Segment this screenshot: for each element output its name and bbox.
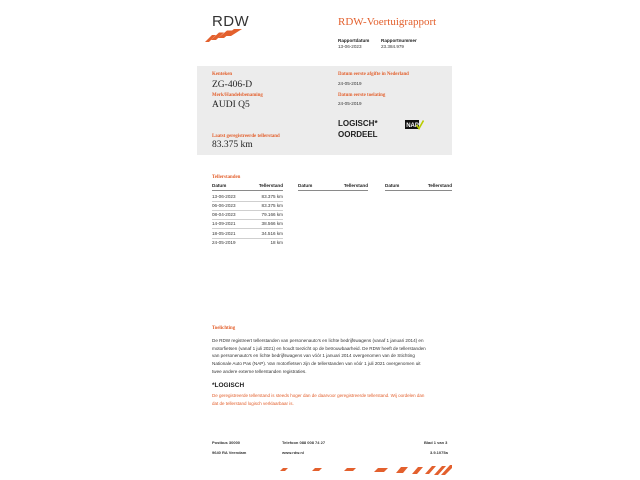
plate-value: ZG-406-D — [212, 79, 253, 90]
reading-date: 18-05-2021 — [212, 230, 236, 236]
reading-date: 24-05-2019 — [212, 239, 236, 245]
rdw-logo-icon — [204, 29, 244, 43]
column-header-odometer: Tellerstand — [258, 182, 283, 188]
footer-postbus: Postbus 30000 — [212, 440, 241, 445]
logisch-line: dat de tellerstand logisch verklaarbaar is. — [212, 400, 294, 406]
make-label: Merk/Handelsbenaming — [212, 92, 263, 98]
notes-line: De RDW registreert tellerstanden van personenauto's en lichte bedrijfswagens (vanaf 1 januari 2014) en — [212, 338, 424, 343]
report-number-label: Rapportnummer — [381, 37, 417, 43]
report-title: RDW-Voertuigrapport — [338, 15, 437, 28]
reading-odometer: 34.516 km — [261, 230, 283, 236]
logisch-line: De geregistreerde tellerstand is steeds hoger dan de daarvoor geregistreerde tellerstand. Wij oordelen dan — [212, 393, 425, 398]
notes-paragraph — [212, 338, 453, 376]
last-odometer-value: 83.375 km — [212, 139, 253, 150]
reading-date: 14-09-2021 — [212, 221, 236, 227]
column-header-date: Datum — [298, 182, 313, 188]
notes-line: motorfietsen (vanaf 1 juli 2021) en houdt toezicht op de betrouwbaarheid. De RDW heeft de tellerstanden — [212, 345, 426, 351]
notes-title: Toelichting — [212, 325, 236, 331]
column-header-odometer: Tellerstand — [427, 182, 452, 188]
reading-odometer: 79.166 km — [261, 212, 283, 218]
verdict-subtitle: OORDEEL — [338, 130, 378, 139]
column-header-date: Datum — [212, 182, 227, 188]
report-number: 23.384.979 — [381, 44, 404, 50]
notes-line: Nationale Auto Pas (NAP). Van motorfietsen zijn de tellerstanden van vóór 1 juli 2021 overgenomen uit — [212, 360, 421, 366]
svg-text:NAP: NAP — [406, 122, 419, 129]
column-header-date: Datum — [385, 182, 400, 188]
footer-address: 9640 RA Veendam — [212, 450, 247, 455]
plate-label: Kenteken — [212, 71, 233, 77]
brand-wordmark: RDW — [212, 12, 250, 30]
last-odometer-label: Laatst geregistreerde tellerstand — [212, 133, 280, 139]
first-admission-value: 24-05-2019 — [338, 100, 362, 106]
report-date-label: Rapportdatum — [338, 37, 370, 43]
column-header-odometer: Tellerstand — [343, 182, 368, 188]
first-admission-label: Datum eerste toelating — [338, 92, 386, 98]
notes-line: van personenauto's en lichte bedrijfswagens van vóór 1 januari 2014 overgenomen van de Stichting — [212, 353, 415, 359]
reading-odometer: 38.566 km — [261, 221, 283, 227]
table-header-divider — [212, 190, 283, 191]
footer-phone: Telefoon 088 008 74 27 — [282, 440, 326, 445]
table-header-divider — [385, 190, 452, 191]
reading-date: 08-04-2023 — [212, 212, 236, 218]
footer-version: 3.9.1075a — [430, 450, 448, 455]
make-value: AUDI Q5 — [212, 99, 250, 110]
logisch-explanation — [212, 393, 453, 407]
first-registration-nl-value: 24-05-2019 — [338, 80, 362, 86]
logisch-title: *LOGISCH — [212, 381, 245, 389]
reading-odometer: 83.375 km — [261, 193, 283, 199]
reading-date: 06-06-2023 — [212, 202, 236, 208]
notes-line: twee andere externe tellerstanden registraties. — [212, 368, 307, 374]
first-registration-nl-label: Datum eerste afgifte in Nederland — [338, 71, 409, 77]
report-date: 13-06-2023 — [338, 44, 362, 50]
readings-title: Tellerstanden — [212, 174, 241, 180]
reading-date: 13-06-2023 — [212, 193, 236, 199]
verdict-title: LOGISCH* — [338, 119, 378, 128]
footer-page-number: Blad 1 van 3 — [424, 440, 448, 445]
footer-website: www.rdw.nl — [282, 450, 304, 455]
footer-stripes-decoration — [270, 463, 452, 476]
table-header-divider — [298, 190, 368, 191]
reading-odometer: 18 km — [270, 239, 283, 245]
nap-logo-icon — [405, 119, 424, 130]
reading-odometer: 83.375 km — [261, 202, 283, 208]
